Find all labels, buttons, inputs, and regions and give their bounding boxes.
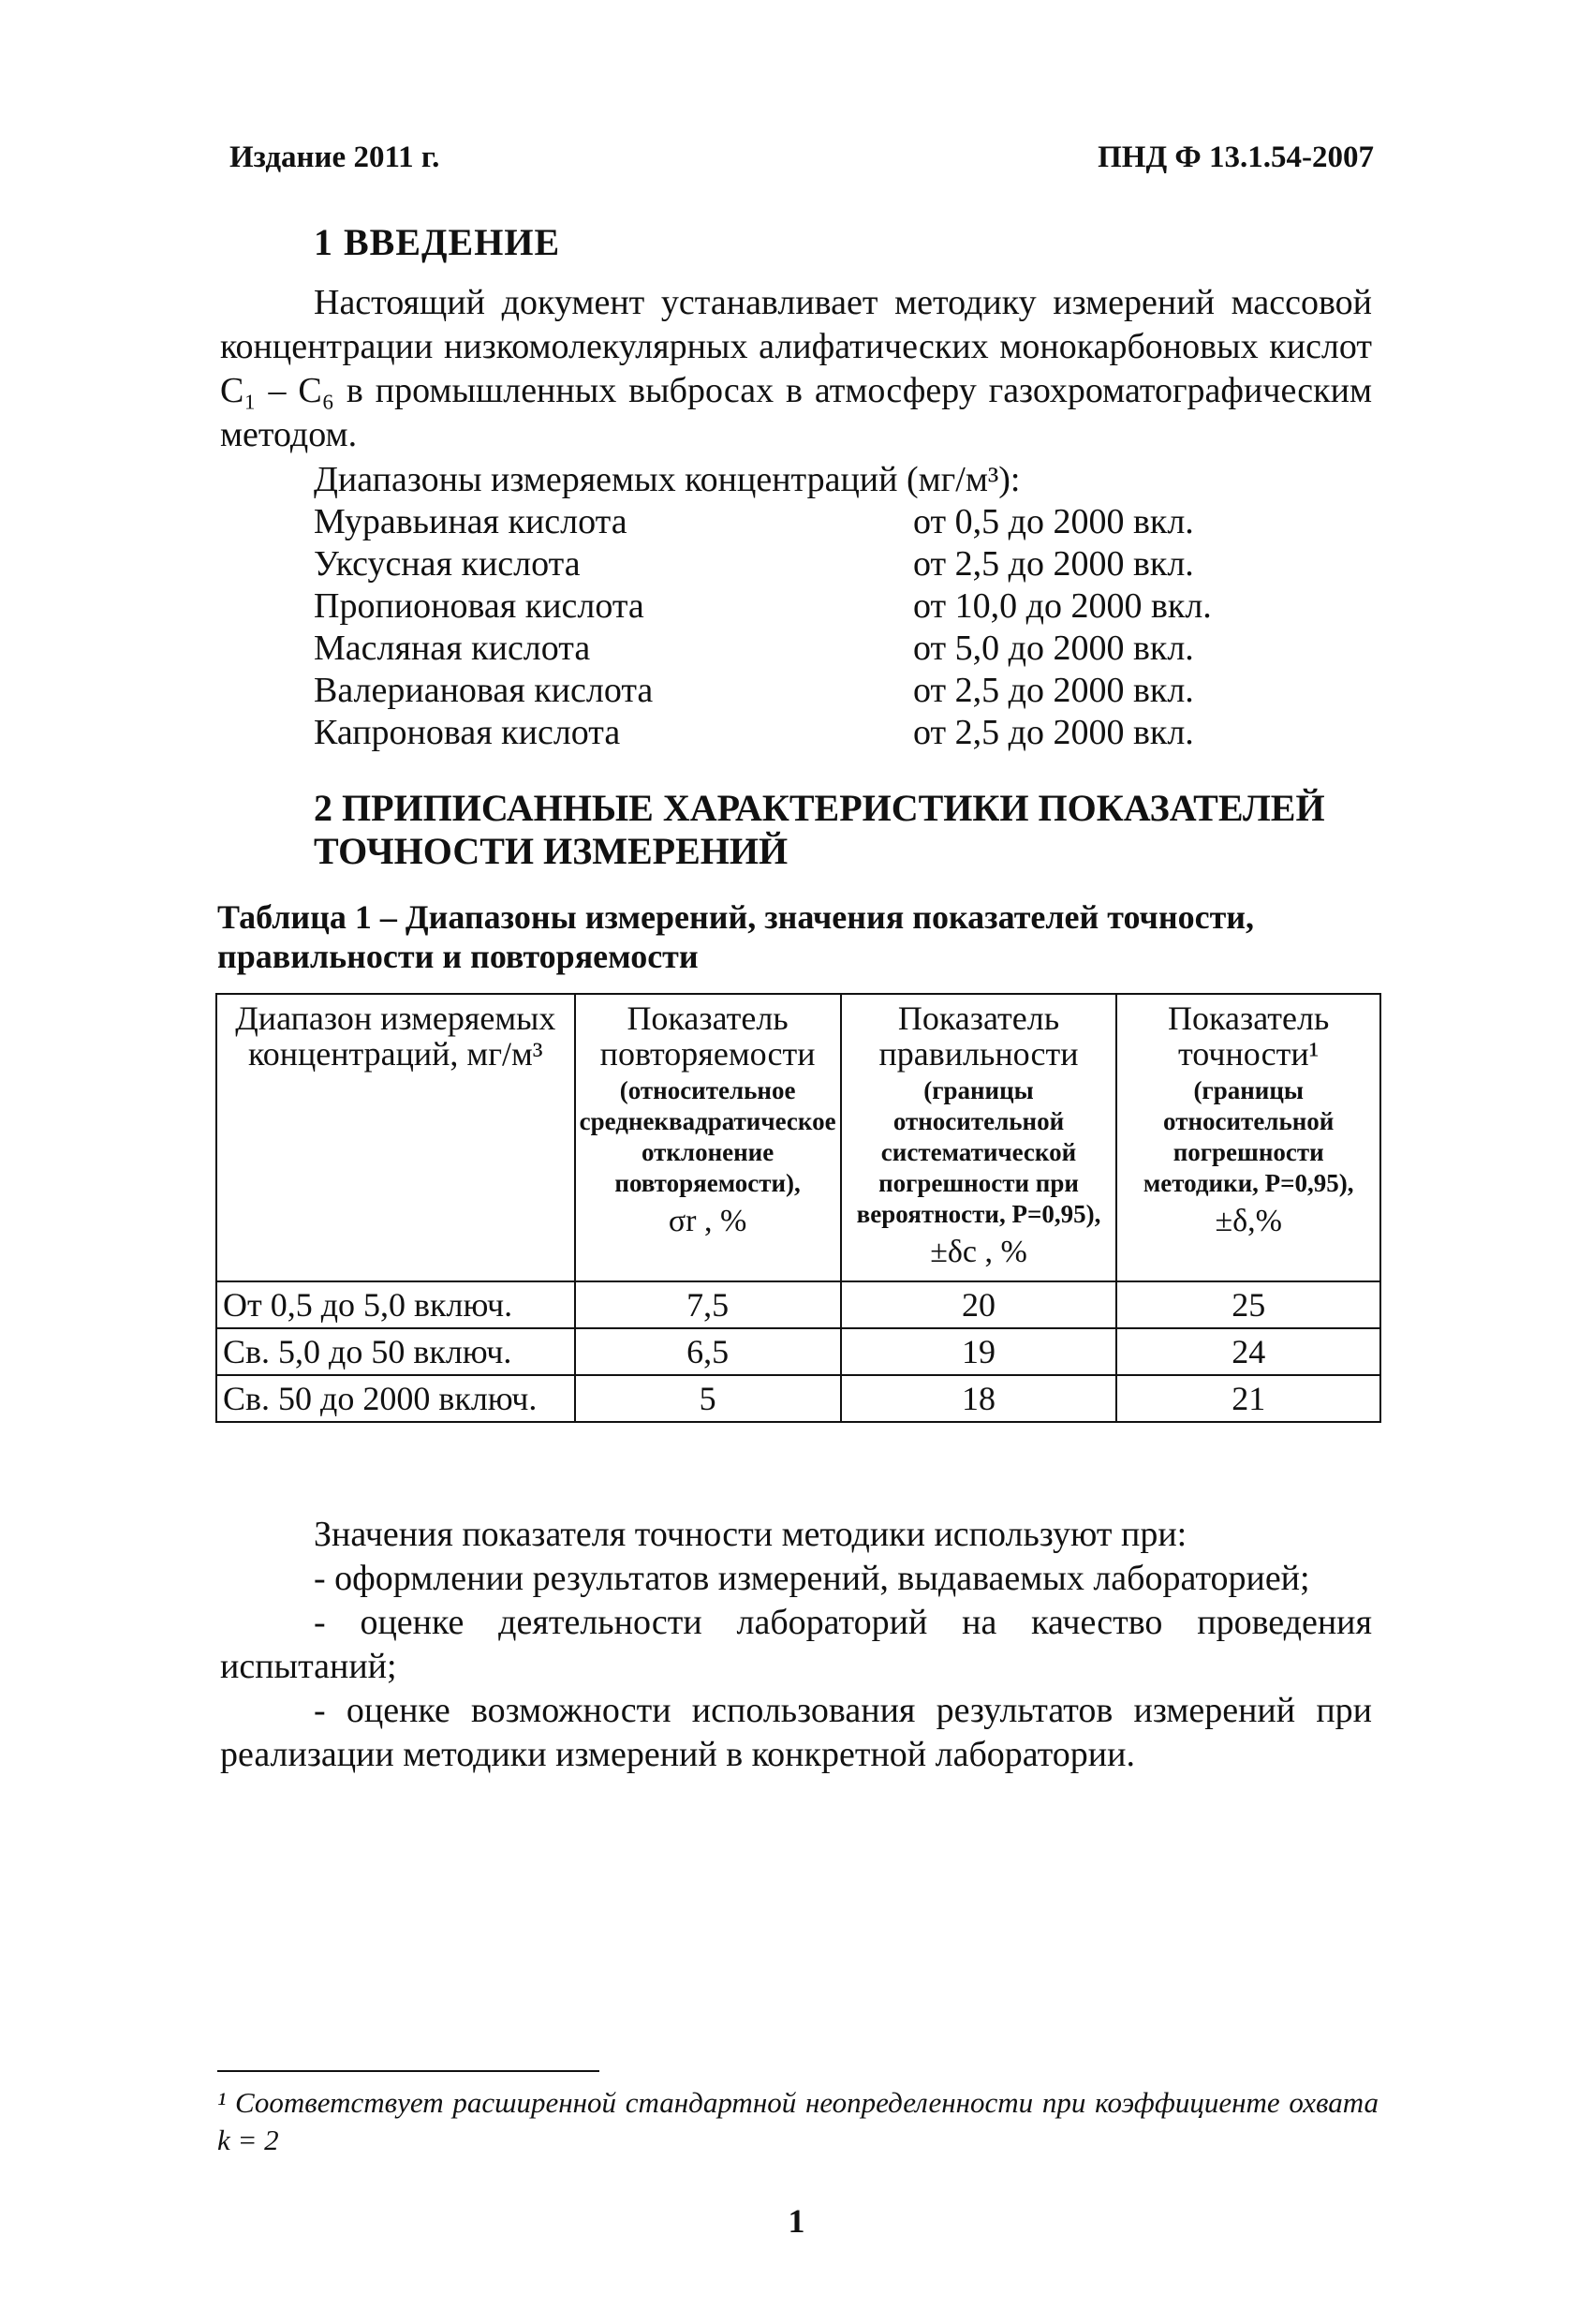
table-cell: От 0,5 до 5,0 включ. xyxy=(216,1281,575,1328)
header-sub: (границы относительной систематической погрешности при вероятности, P=0,95), xyxy=(856,1076,1101,1228)
acid-range: от 2,5 до 2000 вкл. xyxy=(913,544,1194,584)
table-cell: Св. 50 до 2000 включ. xyxy=(216,1375,575,1422)
acid-name: Уксусная кислота xyxy=(314,544,581,584)
intro-text: Настоящий документ устанавливает методику измерений массовой концентрации низкомолекулярных алифатических монокарбоновых кислот C₁ – C₆ в промышленных выбросах в атмосферу газохроматографическим методом. xyxy=(220,283,1372,454)
acid-range: от 10,0 до 2000 вкл. xyxy=(913,586,1212,626)
acid-name: Муравьиная кислота xyxy=(314,502,627,541)
usage-item: - оценке деятельности лабораторий на качество проведения испытаний; xyxy=(220,1603,1372,1686)
table-row xyxy=(216,1281,1380,1328)
range-row xyxy=(314,712,1250,754)
header-main: Показатель правильности xyxy=(878,999,1079,1073)
acid-name: Капроновая кислота xyxy=(314,713,621,752)
table-cell: 5 xyxy=(575,1375,841,1422)
table-caption: Таблица 1 – Диапазоны измерений, значения показателей точности, правильности и повторяемости xyxy=(217,898,1254,975)
range-row xyxy=(314,585,1250,628)
table-cell: 20 xyxy=(841,1281,1117,1328)
header-sub: (относительное среднеквадратическое отклонение повторяемости), xyxy=(579,1076,836,1197)
footnote: ¹ Соответствует расширенной стандартной неопределенности при коэффициенте охвата k = 2 xyxy=(217,2086,1379,2156)
document-code: ПНД Ф 13.1.54-2007 xyxy=(1098,141,1374,174)
footnote-divider xyxy=(217,2070,599,2072)
acid-name: Пропионовая кислота xyxy=(314,586,644,626)
range-row xyxy=(314,628,1250,670)
usage-item: - оценке возможности использования результатов измерений при реализации методики измерений в конкретной лаборатории. xyxy=(220,1691,1372,1774)
acid-name: Валериановая кислота xyxy=(314,671,654,710)
table-cell: 19 xyxy=(841,1328,1117,1375)
table-cell: 18 xyxy=(841,1375,1117,1422)
page-number: 1 xyxy=(788,2202,805,2240)
ranges-title: Диапазоны измеряемых концентраций (мг/м³): xyxy=(314,460,1021,499)
header-main: Показатель повторяемости xyxy=(599,999,816,1073)
table-cell: 6,5 xyxy=(575,1328,841,1375)
table-cell: 21 xyxy=(1116,1375,1380,1422)
header-sub: (границы относительной погрешности методики, P=0,95), xyxy=(1143,1076,1354,1197)
table-cell: 25 xyxy=(1116,1281,1380,1328)
section-2-title: 2 ПРИПИСАННЫЕ ХАРАКТЕРИСТИКИ ПОКАЗАТЕЛЕЙ ТОЧНОСТИ ИЗМЕРЕНИЙ xyxy=(314,787,1325,872)
header-range-main: Диапазон измеряемых концентраций, мг/м³ xyxy=(235,999,556,1073)
table-cell: 24 xyxy=(1116,1328,1380,1375)
acid-range: от 2,5 до 2000 вкл. xyxy=(913,671,1194,710)
table-row xyxy=(216,1375,1380,1422)
table-cell: 7,5 xyxy=(575,1281,841,1328)
acid-range: от 5,0 до 2000 вкл. xyxy=(913,629,1194,668)
acid-range: от 0,5 до 2000 вкл. xyxy=(913,502,1194,541)
intro-paragraph xyxy=(220,281,1372,457)
usage-intro: Значения показателя точности методики используют при: xyxy=(314,1515,1187,1554)
acid-range: от 2,5 до 2000 вкл. xyxy=(913,713,1194,752)
header-range xyxy=(216,994,575,1281)
table-header-row xyxy=(216,994,1380,1281)
ranges-list xyxy=(314,501,1250,754)
header-correctness xyxy=(841,994,1117,1281)
range-row xyxy=(314,543,1250,585)
range-row xyxy=(314,501,1250,543)
section-1-title: 1 ВВЕДЕНИЕ xyxy=(314,221,561,263)
edition-label: Издание 2011 г. xyxy=(229,141,440,174)
range-row xyxy=(314,670,1250,712)
header-symbol: ±δ,% xyxy=(1215,1204,1282,1238)
usage-item: - оформлении результатов измерений, выдаваемых лабораторией; xyxy=(314,1559,1310,1598)
usage-section xyxy=(220,1513,1372,1777)
table-cell: Св. 5,0 до 50 включ. xyxy=(216,1328,575,1375)
table-row xyxy=(216,1328,1380,1375)
header-symbol: ±δc , % xyxy=(930,1235,1027,1269)
acid-name: Масляная кислота xyxy=(314,629,591,668)
header-symbol: σr , % xyxy=(668,1204,747,1238)
header-main: Показатель точности¹ xyxy=(1168,999,1330,1073)
header-accuracy xyxy=(1116,994,1380,1281)
header-repeatability xyxy=(575,994,841,1281)
accuracy-table xyxy=(215,993,1381,1423)
